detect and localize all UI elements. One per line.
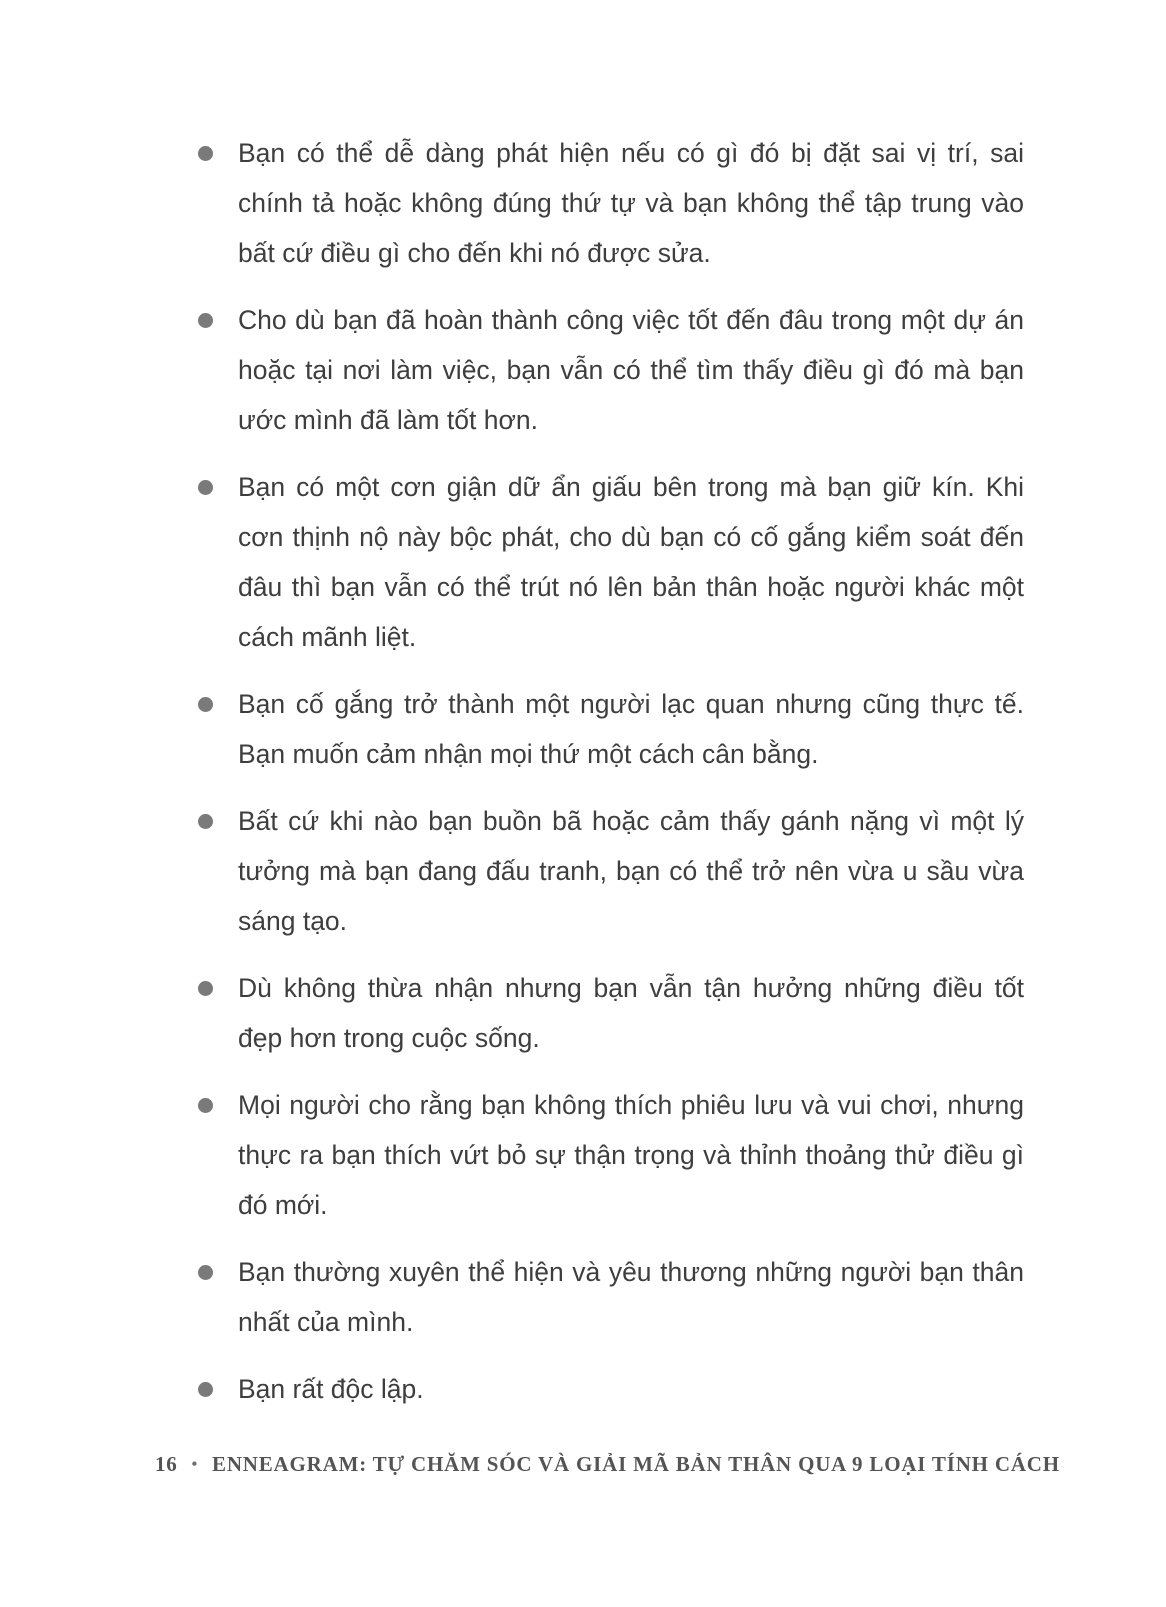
bullet-text: Cho dù bạn đã hoàn thành công việc tốt đến đâu trong một dự án hoặc tại nơi làm việc, bạn vẫn có thể tìm thấy điều gì đó mà bạn ước mình đã làm tốt hơn. <box>238 305 1024 435</box>
bullet-item <box>238 796 1024 946</box>
bullet-item <box>238 1364 1024 1414</box>
bullet-icon <box>198 981 213 996</box>
bullet-icon <box>198 1265 213 1280</box>
bullet-text: Bạn thường xuyên thể hiện và yêu thương những người bạn thân nhất của mình. <box>238 1257 1024 1337</box>
bullet-icon <box>198 146 213 161</box>
bullet-text: Bạn có một cơn giận dữ ẩn giấu bên trong mà bạn giữ kín. Khi cơn thịnh nộ này bộc phát, cho dù bạn có cố gắng kiểm soát đến đâu thì bạn vẫn có thể trút nó lên bản thân hoặc người khác một cách mãnh liệt. <box>238 472 1024 652</box>
bullet-text: Mọi người cho rằng bạn không thích phiêu lưu và vui chơi, nhưng thực ra bạn thích vứt bỏ sự thận trọng và thỉnh thoảng thử điều gì đó mới. <box>238 1090 1024 1220</box>
bullet-text: Bất cứ khi nào bạn buồn bã hoặc cảm thấy gánh nặng vì một lý tưởng mà bạn đang đấu tranh, bạn có thể trở nên vừa u sầu vừa sáng tạo. <box>238 806 1024 936</box>
bullet-icon <box>198 697 213 712</box>
bullet-text: Bạn rất độc lập. <box>238 1374 424 1404</box>
bullet-text: Bạn có thể dễ dàng phát hiện nếu có gì đó bị đặt sai vị trí, sai chính tả hoặc không đúng thứ tự và bạn không thể tập trung vào bất cứ điều gì cho đến khi nó được sửa. <box>238 138 1024 268</box>
page-footer <box>155 1452 1060 1477</box>
bullet-text: Dù không thừa nhận nhưng bạn vẫn tận hưởng những điều tốt đẹp hơn trong cuộc sống. <box>238 973 1024 1053</box>
bullet-item <box>238 679 1024 779</box>
bullet-item <box>238 963 1024 1063</box>
dot-separator-icon: • <box>191 1456 199 1473</box>
bullet-icon <box>198 313 213 328</box>
bullet-icon <box>198 1382 213 1397</box>
trait-bullet-list <box>238 128 1024 1414</box>
bullet-icon <box>198 814 213 829</box>
bullet-item <box>238 1080 1024 1230</box>
book-title: ENNEAGRAM: TỰ CHĂM SÓC VÀ GIẢI MÃ BẢN THÂN QUA 9 LOẠI TÍNH CÁCH <box>212 1452 1060 1476</box>
page-number: 16 <box>155 1452 178 1476</box>
bullet-item <box>238 462 1024 662</box>
bullet-item <box>238 1247 1024 1347</box>
bullet-icon <box>198 1098 213 1113</box>
bullet-item <box>238 128 1024 278</box>
bullet-item <box>238 295 1024 445</box>
bullet-icon <box>198 480 213 495</box>
bullet-text: Bạn cố gắng trở thành một người lạc quan nhưng cũng thực tế. Bạn muốn cảm nhận mọi thứ một cách cân bằng. <box>238 689 1024 769</box>
